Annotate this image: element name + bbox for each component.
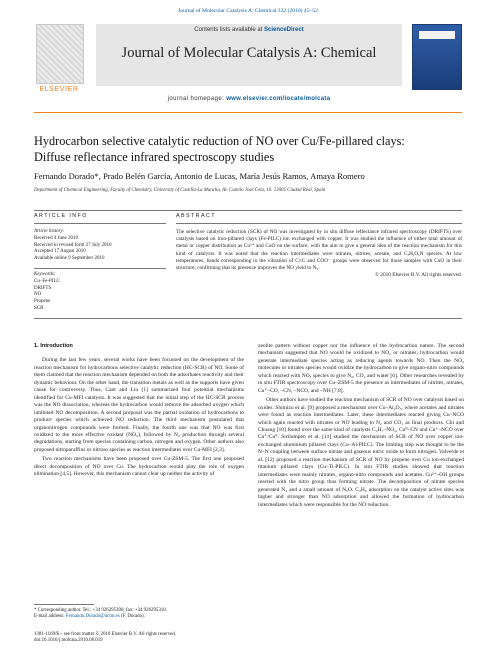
email-label: E-mail address: <box>34 614 66 620</box>
abstract-copyright: © 2010 Elsevier B.V. All rights reserved. <box>374 272 462 279</box>
doi-link[interactable]: doi:10.1016/j.molcata.2010.08.019 <box>34 638 103 644</box>
left-column <box>34 343 244 481</box>
homepage-label: journal homepage: <box>167 96 227 102</box>
article-title <box>34 134 464 165</box>
abstract-heading: ABSTRACT <box>176 213 216 219</box>
keyword: SCR <box>34 305 44 311</box>
title-line-1: Hydrocarbon selective catalytic reduction of NO over Cu/Fe-pillared clays: <box>34 134 405 148</box>
keywords-label: Keywords: <box>34 272 56 277</box>
section-heading: 1. Introduction <box>34 343 73 349</box>
publisher-name: ELSEVIER <box>39 86 79 93</box>
corresponding-author: * Corresponding author. Tel.: +34 926295300; fax: +34 926295318. <box>34 608 167 613</box>
footnote <box>34 608 244 621</box>
divider-bottom <box>34 318 462 319</box>
journal-name: Journal of Molecular Catalysis A: Chemical <box>121 45 377 61</box>
email-link[interactable]: Fernando.Dorado@uclm.es <box>65 614 120 620</box>
divider-info <box>34 223 166 224</box>
paragraph: Two reaction mechanisms have been proposed over Cu-ZSM-5. The first one proposed direct decomposition of NO over Cu. The hydrocarbon would play the role of oxygen elimination [4,5]. However, this mechanism cannot clear up neither the activity of <box>34 456 244 478</box>
author-list: Fernando Dorado*, Prado Belén García, Antonio de Lucas, María Jesús Ramos, Amaya Romero <box>34 171 365 181</box>
history-item: Available online 9 September 2010 <box>34 256 105 262</box>
sciencedirect-link[interactable]: ScienceDirect <box>264 27 304 33</box>
email-suffix: (F. Dorado). <box>119 614 145 620</box>
keyword: Cu–Fe-PILC <box>34 278 60 284</box>
abstract-text: The selective catalytic reduction (SCR) of NO was investigated by in situ diffuse reflectance infrared spectroscopy (DRIFTS) over catalysts based on iron-pillared clays (Fe-PILC) ion exchanged with copper. It was studied the influence of either total amount of metal or copper distribution as Cu²⁺ and CuO on the surface, with the aim to give a general idea of the reaction mechanism for this kind of catalysts. It was noted that the reaction intermediates were nitrates, nitrites, acetate, and CₓHᵧOₓN species. At low temperatures, bands corresponding to the vibration of C≡C and COO⁻ groups were observed for those samples with CuO in their structure, confirming that its presence improves the NO yield to N₂. <box>176 229 462 272</box>
divider-keywords <box>34 268 166 269</box>
divider-top <box>34 210 462 211</box>
email-line <box>34 614 244 620</box>
paragraph: zeolite pattern without copper nor the influence of the hydrocarbon nature. The second mechanism suggested that NO would be oxidized to NO₂ or nitrates; hydrocarbon would generate intermediate species acting as reducing agents towards NO. Then the NO₂ molecules or nitrates species would oxidize the hydrocarbon to give organo-nitro compounds which reacted with NOₓ species to give N₂, CO₂ and water [6]. Other researches revealed by in situ FTIR spectroscopy over Cu–ZSM-5 the presence as intermediates of nitrites, nitrates, Cu⁺–CO, –CN, –NCO, and –NH [7,8]. <box>258 343 464 394</box>
history-item: Accepted 17 August 2010 <box>34 249 86 255</box>
keyword: DRIFTS <box>34 285 52 291</box>
history-label: Article history: <box>34 229 65 234</box>
history-item: Received in revised form 27 July 2010 <box>34 242 112 248</box>
journal-cover-image <box>412 24 462 90</box>
journal-homepage-line <box>96 96 402 102</box>
right-column <box>258 343 464 511</box>
journal-reference[interactable]: Journal of Molecular Catalysis A: Chemical 332 (2010) 45–52 <box>178 8 318 14</box>
contents-line <box>96 27 402 33</box>
title-line-2: Diffuse reflectance infrared spectroscopy studies <box>34 149 275 164</box>
publication-info <box>34 632 294 645</box>
elsevier-tree-logo <box>36 24 84 84</box>
affiliation: Department of Chemical Engineering, Faculty of Chemistry, University of Castilla-La Mancha, Av. Camilo José Cela, 10. 13005 Ciudad Real, Spain <box>34 188 326 193</box>
issn-line: 1381-1169/$ – see front matter © 2010 Elsevier B.V. All rights reserved. <box>34 632 176 637</box>
keyword-list <box>34 272 166 313</box>
article-history <box>34 229 166 263</box>
history-item: Received 4 June 2010 <box>34 235 79 241</box>
contents-prefix: Contents lists available at <box>194 27 264 33</box>
keyword: NO <box>34 292 42 298</box>
paragraph: During the last few years, several works have been focussed on the development of the reaction mechanism for hydrocarbons selective catalytic reduction (HC-SCR) of NO. Some of them claimed that the reaction mechanism depended on both the adsorbates reactivity and their dynamic behaviour. On the other hand, the transition metals as well as the supports have given cause for controversy. Thus, Cant and Liu [1] summarized four potential mechanisms identified for Cu-MFI catalysts. It was suggested that the initial step of the HC-SCR process was the NO dissociation, whereas the hydrocarbon would remove the adsorbed oxygen which inhibited NO decomposition. A second proposal was the partial oxidation of hydrocarbons to produce species which achieved NO reduction. The third mechanism postulated that organonitrogen compounds were formed. Finally, the fourth one was that NO was first oxidized to the more effective oxidant (NO₂), followed by N₂ production through several degradations, starting from species containing carbon, nitrogen and oxygen. Other authors also proposed nitroparaffins or nitroso species as reaction intermediates over Cu-MFI [2,3]. <box>34 357 244 453</box>
paragraph: Other authors have studied the reaction mechanism of SCR of NO over catalysts based on oxides. Shimizu et al. [9] proposed a mechanism over Cu–Al₂O₃, where acetates and nitrates were found as reaction intermediates. Later, these intermediates reacted giving Cu–NCO which again reacted with nitrates or NO leading to N₂ and CO₂ as final products. Chi and Chuang [10] found over the same kind of catalysts C₃H₇–NO₂, Cu⁰–CN and Cu⁺–NCO over Cu⁺/Cu⁰. Sirilumpen et al. [11] studied the mechanism of SCR of NO over copper ion-exchanged aluminium pillared clays (Cu–Al-PILC). The limiting step was thought to be the N–N coupling between surface nitrate and gaseous nitric oxide to form nitrogen. Valverde et al. [12] proposed a reaction mechanism of SCR of NO by propene over Cu ion-exchanged titanium pillared clays (Cu–Ti-PILC). In situ FTIR studies showed that reaction intermediates were mainly nitrates, organo-nitro compounds and acetates. Cu²⁺–OH groups reacted with the nitro group thus forming nitrate. The decomposition of nitrate species generated N₂ and a small amount of N₂O. C₃H₆ adsorption on the catalyst active sites was higher and stronger than NO adsorption and allowed the formation of hydrocarbon intermediates which were responsible for the NO reduction. <box>258 397 464 508</box>
divider-abstract <box>176 223 462 224</box>
article-info-heading: ARTICLE INFO <box>34 213 88 219</box>
homepage-link[interactable]: www.elsevier.com/locate/molcata <box>226 96 331 102</box>
keyword: Propene <box>34 299 51 305</box>
abstract-body <box>176 229 462 279</box>
footnote-rule <box>34 604 94 605</box>
